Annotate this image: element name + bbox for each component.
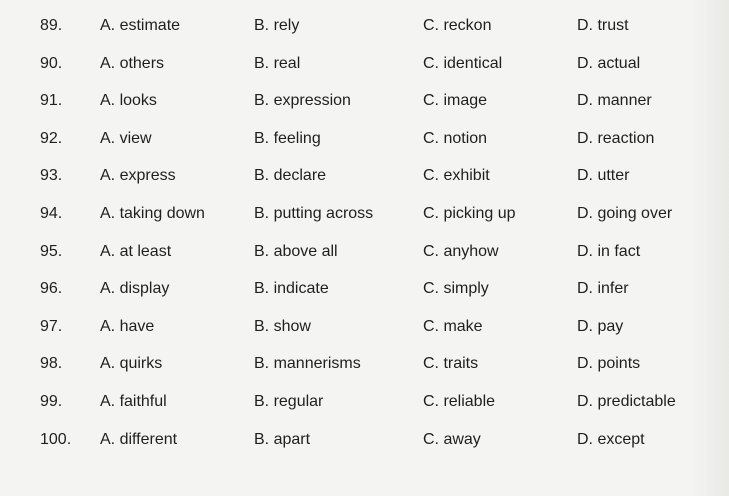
option-c: C. away: [423, 430, 481, 448]
question-row-90: [0, 54, 729, 92]
question-number: 99.: [40, 392, 63, 410]
question-number: 95.: [40, 242, 63, 260]
option-b: B. rely: [254, 17, 300, 34]
option-b: B. declare: [254, 167, 327, 185]
option-a: A. quirks: [100, 355, 163, 373]
option-c: C. notion: [423, 129, 488, 147]
option-d: D. pay: [577, 317, 624, 335]
option-a: A. have: [100, 317, 155, 335]
question-number: 94.: [40, 204, 63, 222]
option-d: D. reaction: [577, 129, 655, 147]
question-number: 100.: [40, 430, 72, 448]
question-row-96: [0, 279, 729, 317]
option-d: D. actual: [577, 54, 641, 72]
question-row-92: [0, 129, 729, 167]
option-b: B. expression: [254, 92, 351, 110]
question-number: 98.: [40, 355, 63, 373]
question-number: 96.: [40, 280, 63, 298]
question-number: 90.: [40, 54, 63, 72]
option-c: C. exhibit: [423, 167, 490, 185]
question-row-94: [0, 204, 729, 242]
option-c: C. identical: [423, 54, 503, 72]
option-a: A. faithful: [100, 392, 167, 410]
option-d: D. going over: [577, 204, 673, 222]
answer-options-list: [0, 16, 729, 467]
option-c: C. image: [423, 92, 488, 110]
question-number: 93.: [40, 167, 63, 185]
option-a: A. express: [100, 167, 176, 185]
option-d: D. except: [577, 430, 645, 448]
option-a: A. display: [100, 280, 170, 298]
question-row-99: [0, 392, 729, 430]
option-b: B. real: [254, 54, 301, 72]
question-number: 89.: [40, 17, 63, 34]
option-a: A. at least: [100, 242, 172, 260]
option-a: A. others: [100, 54, 165, 72]
question-row-89: [0, 16, 729, 54]
question-number: 91.: [40, 92, 63, 110]
option-a: A. estimate: [100, 17, 181, 34]
option-c: C. anyhow: [423, 242, 499, 260]
question-row-93: [0, 166, 729, 204]
option-d: D. in fact: [577, 242, 641, 260]
option-b: B. feeling: [254, 129, 321, 147]
option-b: B. above all: [254, 242, 338, 260]
option-b: B. regular: [254, 392, 324, 410]
question-row-98: [0, 354, 729, 392]
option-a: A. taking down: [100, 204, 205, 222]
option-b: B. mannerisms: [254, 355, 361, 373]
option-c: C. traits: [423, 355, 479, 373]
option-b: B. putting across: [254, 204, 374, 222]
question-row-95: [0, 242, 729, 280]
option-d: D. utter: [577, 167, 630, 185]
option-b: B. show: [254, 317, 311, 335]
option-c: C. simply: [423, 280, 489, 298]
option-d: D. manner: [577, 92, 652, 110]
question-row-100: [0, 430, 729, 468]
option-b: B. indicate: [254, 280, 329, 298]
option-a: A. view: [100, 129, 152, 147]
question-number: 97.: [40, 317, 63, 335]
question-row-91: [0, 91, 729, 129]
option-d: D. infer: [577, 280, 629, 298]
question-row-97: [0, 317, 729, 355]
option-c: C. picking up: [423, 204, 516, 222]
option-c: C. reckon: [423, 17, 492, 34]
option-a: A. looks: [100, 92, 157, 110]
option-c: C. reliable: [423, 392, 496, 410]
option-d: D. trust: [577, 17, 629, 34]
option-c: C. make: [423, 317, 483, 335]
question-number: 92.: [40, 129, 63, 147]
option-b: B. apart: [254, 430, 311, 448]
option-d: D. points: [577, 355, 641, 373]
option-d: D. predictable: [577, 392, 676, 410]
option-a: A. different: [100, 430, 178, 448]
